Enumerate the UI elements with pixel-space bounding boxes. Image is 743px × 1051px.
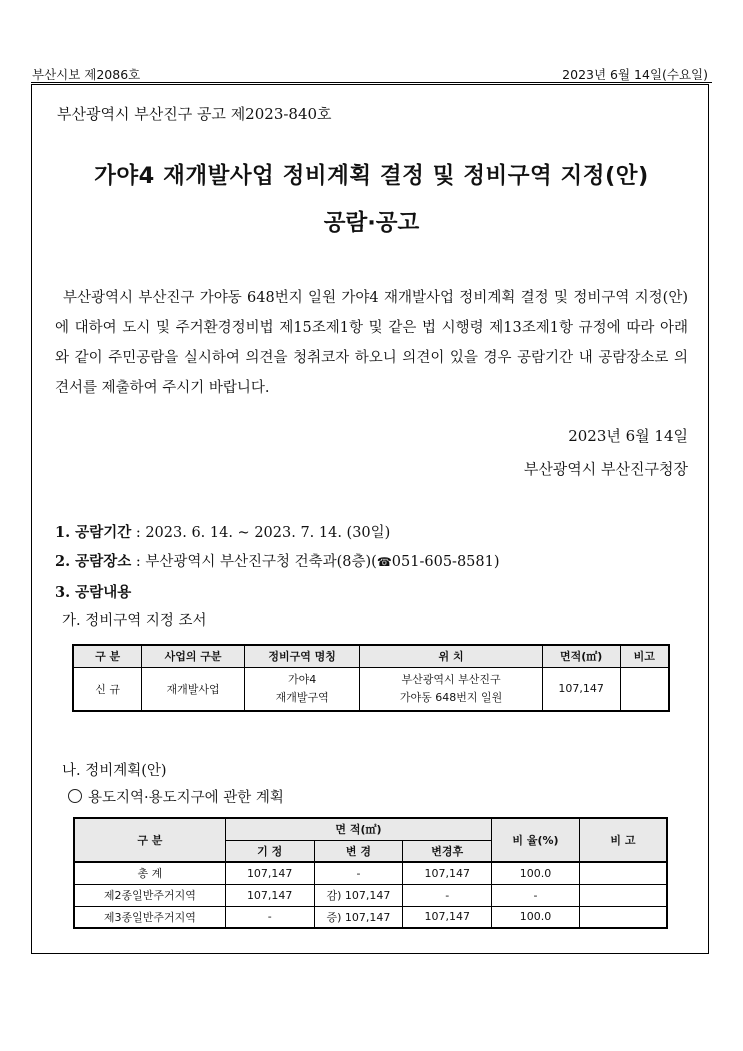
cell-after: - (403, 884, 492, 906)
cell-existing: - (225, 906, 314, 928)
table-row (74, 906, 667, 928)
issue-number: 부산시보 제2086호 (32, 67, 141, 82)
cell-type: 신 규 (73, 667, 142, 711)
land-use-table (73, 817, 668, 929)
col-location: 위 치 (360, 645, 542, 667)
circle-bullet-icon (68, 789, 82, 803)
notice-body: 부산광역시 부산진구 가야동 648번지 일원 가야4 재개발사업 정비계획 결정 및 정비구역 지정(안)에 대하여 도시 및 주거환경정비법 제15조제1항 및 같은 법 시행령 제13조제1항 규정에 따라 아래와 같이 주민공람을 실시하여 의견을 청취코자 하오니 의견이 있을 경우 공람기간 내 공람장소로 의견서를 제출하여 주시기 바랍니다. (55, 290, 688, 396)
phone-icon: ☎ (376, 555, 392, 569)
cell-existing: 107,147 (225, 884, 314, 906)
col-change: 변 경 (314, 840, 403, 862)
table-header-row (73, 645, 669, 667)
cell-change: 증) 107,147 (314, 906, 403, 928)
place-item: 2. 공람장소 : 부산광역시 부산진구청 건축과(8층)(☎051-605-8581) (55, 553, 500, 570)
cell-change: 감) 107,147 (314, 884, 403, 906)
col-existing: 기 정 (225, 840, 314, 862)
period-label: 1. 공람기간 (55, 524, 132, 541)
cell-ratio: - (492, 884, 580, 906)
col-category: 구 분 (74, 818, 225, 862)
period-item: 1. 공람기간 : 2023. 6. 14. ~ 2023. 7. 14. (30일) (55, 524, 391, 541)
table-row-total (74, 862, 667, 884)
notice-date: 2023년 6월 14일 (568, 427, 688, 445)
cell-note (620, 667, 669, 711)
cell-category: 총 계 (74, 862, 225, 884)
table-header-row (74, 818, 667, 840)
place-label: 2. 공람장소 (55, 553, 132, 570)
header-divider (31, 82, 712, 83)
cell-name (244, 667, 360, 711)
cell-ratio: 100.0 (492, 862, 580, 884)
sub-a-heading: 가. 정비구역 지정 조서 (62, 613, 207, 629)
content-item (55, 581, 131, 602)
cell-category: 제3종일반주거지역 (74, 906, 225, 928)
cell-after: 107,147 (403, 862, 492, 884)
content-label: 3. 공람내용 (55, 584, 132, 601)
col-zone-name: 정비구역 명칭 (244, 645, 360, 667)
cell-note (579, 906, 667, 928)
period-value: 2023. 6. 14. ~ 2023. 7. 14. (30일) (145, 525, 391, 541)
cell-name-line2: 재개발구역 (275, 690, 329, 704)
phone-number: 051-605-8581) (391, 554, 500, 570)
col-ratio: 비 율(%) (492, 818, 580, 862)
sub-b-heading: 나. 정비계획(안) (62, 763, 167, 779)
col-category: 구 분 (73, 645, 142, 667)
col-note: 비고 (620, 645, 669, 667)
table-row (73, 667, 669, 711)
sub-b-item (68, 786, 284, 807)
cell-ratio: 100.0 (492, 906, 580, 928)
col-after: 변경후 (403, 840, 492, 862)
notice-number: 부산광역시 부산진구 공고 제2023-840호 (57, 105, 332, 123)
cell-location (360, 667, 542, 711)
cell-note (579, 884, 667, 906)
sub-b-item-text: 용도지역·용도지구에 관한 계획 (88, 790, 284, 806)
col-note: 비 고 (579, 818, 667, 862)
col-area: 면적(㎡) (542, 645, 620, 667)
cell-project: 재개발사업 (142, 667, 245, 711)
cell-category: 제2종일반주거지역 (74, 884, 225, 906)
cell-location-line1: 부산광역시 부산진구 (401, 672, 501, 686)
cell-note (579, 862, 667, 884)
cell-after: 107,147 (403, 906, 492, 928)
notice-title-sub: 공람·공고 (323, 210, 420, 236)
cell-existing: 107,147 (225, 862, 314, 884)
col-project-type: 사업의 구분 (142, 645, 245, 667)
cell-area: 107,147 (542, 667, 620, 711)
notice-issuer: 부산광역시 부산진구청장 (523, 460, 688, 478)
cell-change: - (314, 862, 403, 884)
cell-name-line1: 가야4 (288, 672, 317, 686)
issue-date: 2023년 6월 14일(수요일) (562, 67, 708, 82)
zone-designation-table (72, 644, 670, 712)
cell-location-line2: 가야동 648번지 일원 (399, 690, 503, 704)
notice-title: 가야4 재개발사업 정비계획 결정 및 정비구역 지정(안) (94, 163, 649, 189)
col-area-group: 면 적(㎡) (225, 818, 491, 840)
place-value: 부산광역시 부산진구청 건축과(8층)( (145, 554, 377, 570)
table-row (74, 884, 667, 906)
